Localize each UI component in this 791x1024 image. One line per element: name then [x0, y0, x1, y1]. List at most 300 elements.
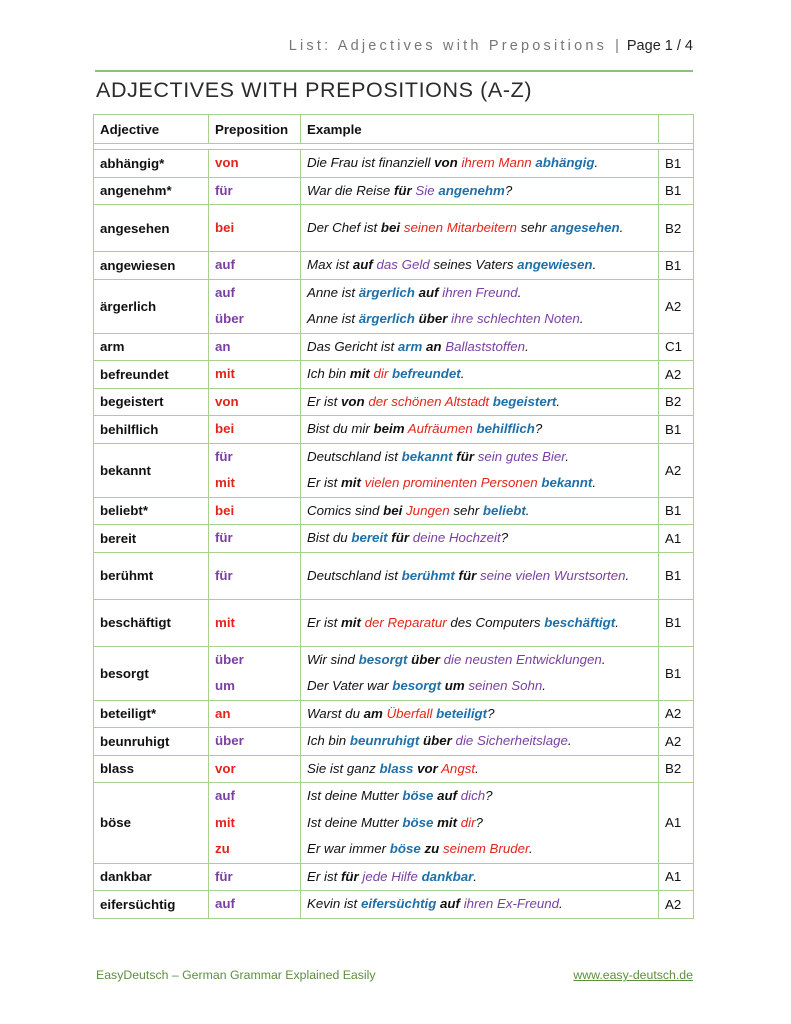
preposition-cell: [209, 700, 301, 728]
table-row: [94, 388, 694, 416]
example-sentence: [307, 810, 652, 837]
example-sentence: [307, 252, 652, 279]
example-preposition: mit: [340, 475, 361, 490]
example-sentence: [307, 178, 652, 205]
example-text: Ich bin: [307, 366, 350, 381]
example-cell: [301, 279, 659, 333]
header-adjective: Adjective: [94, 115, 209, 144]
example-sentence: [307, 498, 652, 525]
example-text: .: [592, 475, 597, 490]
example-text: .: [525, 502, 530, 518]
adjective-cell: behilflich: [94, 416, 209, 444]
example-object: dir: [460, 814, 476, 830]
example-preposition: bei: [383, 502, 403, 518]
example-preposition: bei: [380, 220, 401, 235]
level-cell: A2: [659, 700, 694, 728]
preposition-cell: [209, 443, 301, 497]
example-object: deine Hochzeit: [412, 530, 501, 545]
preposition-cell: [209, 150, 301, 178]
example-text: des Computers: [446, 614, 545, 630]
example-preposition: auf: [437, 788, 458, 803]
example-text: .: [615, 614, 619, 630]
preposition-text: vor: [215, 760, 236, 776]
example-adjective: beunruhigt: [349, 733, 420, 748]
example-text: Max ist: [307, 257, 353, 272]
example-text: Ich bin: [307, 733, 350, 748]
table-row: [94, 863, 694, 891]
example-preposition: an: [426, 338, 442, 354]
example-adjective: bekannt: [541, 475, 593, 490]
level-cell: C1: [659, 333, 694, 361]
example-preposition: von: [434, 155, 458, 170]
preposition-text: für: [215, 567, 233, 583]
example-object: Jungen: [406, 502, 450, 518]
example-cell: [301, 525, 659, 553]
preposition-text: für: [215, 448, 233, 464]
adjective-cell: blass: [94, 755, 209, 783]
preposition-text: für: [215, 868, 233, 884]
preposition-cell: [209, 755, 301, 783]
example-object: der schönen Altstadt: [368, 393, 490, 409]
example-preposition: für: [391, 530, 410, 545]
example-object: Überfall: [386, 705, 433, 721]
example-adjective: böse: [402, 814, 434, 830]
example-sentence: [307, 444, 652, 471]
table-row: [94, 150, 694, 178]
example-text: .: [475, 760, 479, 776]
preposition-cell: [209, 497, 301, 525]
level-cell: B2: [659, 205, 694, 252]
example-text: Deutschland ist: [307, 448, 402, 464]
example-cell: [301, 783, 659, 864]
example-cell: [301, 891, 659, 919]
preposition-cell: [209, 728, 301, 756]
preposition-text: mit: [215, 475, 235, 490]
example-text: Anne ist: [307, 311, 359, 326]
example-preposition: am: [363, 705, 383, 721]
adjective-cell: beteiligt*: [94, 700, 209, 728]
page-header: [289, 38, 693, 54]
level-cell: B1: [659, 646, 694, 700]
example-text: ?: [485, 788, 493, 803]
table-row: [94, 783, 694, 864]
example-text: .: [473, 868, 477, 884]
example-text: Er ist: [307, 868, 341, 884]
preposition-text: über: [215, 651, 244, 667]
example-adjective: eifersüchtig: [360, 896, 437, 911]
example-object: dir: [373, 366, 389, 381]
example-preposition: mit: [340, 614, 361, 630]
header-separator: |: [615, 38, 619, 54]
preposition-text: um: [215, 678, 235, 693]
example-cell: [301, 552, 659, 599]
example-cell: [301, 177, 659, 205]
example-adjective: beschäftigt: [544, 614, 616, 630]
level-cell: A2: [659, 279, 694, 333]
example-sentence: [307, 525, 652, 552]
example-preposition: für: [393, 182, 412, 198]
example-preposition: mit: [437, 814, 458, 830]
example-text: .: [556, 393, 561, 409]
example-text: ?: [504, 182, 513, 198]
example-adjective: ärgerlich: [358, 284, 415, 300]
example-preposition: von: [340, 393, 365, 409]
example-text: .: [592, 257, 597, 272]
example-cell: [301, 416, 659, 444]
example-text: ?: [500, 530, 509, 545]
example-object: ihrem Mann: [461, 155, 532, 170]
example-object: dich: [460, 788, 486, 803]
level-cell: A1: [659, 863, 694, 891]
example-text: Sie ist ganz: [307, 760, 380, 776]
preposition-cell: [209, 525, 301, 553]
example-text: Er war immer: [307, 841, 390, 856]
preposition-text: bei: [215, 220, 235, 235]
example-cell: [301, 755, 659, 783]
example-cell: [301, 497, 659, 525]
table-row: [94, 755, 694, 783]
example-sentence: [307, 673, 652, 700]
example-text: .: [601, 651, 606, 667]
example-text: .: [528, 841, 533, 856]
example-adjective: bekannt: [401, 448, 453, 464]
adjective-cell: beunruhigt: [94, 728, 209, 756]
preposition-text: für: [215, 530, 233, 545]
header-rule: [95, 70, 693, 72]
example-adjective: dankbar: [421, 868, 474, 884]
level-cell: A2: [659, 728, 694, 756]
table-row: [94, 599, 694, 646]
example-cell: [301, 333, 659, 361]
example-cell: [301, 728, 659, 756]
level-cell: A2: [659, 443, 694, 497]
adjective-cell: angenehm*: [94, 177, 209, 205]
example-text: .: [579, 311, 584, 326]
example-text: Bist du: [307, 530, 352, 545]
preposition-cell: [209, 279, 301, 333]
table-row: [94, 552, 694, 599]
example-preposition: über: [418, 311, 448, 326]
example-text: Deutschland ist: [307, 567, 402, 583]
table-row: [94, 728, 694, 756]
table-row: [94, 646, 694, 700]
example-text: .: [567, 733, 572, 748]
example-adjective: angesehen: [550, 220, 620, 235]
example-sentence: [307, 215, 652, 241]
example-cell: [301, 443, 659, 497]
header-preposition: Preposition: [209, 115, 301, 144]
example-adjective: böse: [389, 841, 421, 856]
example-sentence: [307, 306, 652, 333]
example-object: Angst: [441, 760, 476, 776]
example-sentence: [307, 416, 652, 443]
preposition-text: an: [215, 338, 231, 354]
preposition-text: für: [215, 182, 233, 198]
table-row: [94, 416, 694, 444]
adjective-cell: dankbar: [94, 863, 209, 891]
example-adjective: befreundet: [392, 366, 461, 381]
header-example: Example: [301, 115, 659, 144]
example-text: Ist deine Mutter: [307, 814, 403, 830]
example-text: Das Gericht ist: [307, 338, 398, 354]
example-object: ihre schlechten Noten: [451, 311, 580, 326]
level-cell: B1: [659, 252, 694, 280]
example-sentence: [307, 756, 652, 783]
footer-tagline: EasyDeutsch – German Grammar Explained Easily: [96, 968, 376, 982]
example-sentence: [307, 701, 652, 728]
table-row: [94, 279, 694, 333]
preposition-text: von: [215, 393, 239, 409]
example-adjective: beteiligt: [436, 705, 488, 721]
example-text: Der Chef ist: [307, 220, 381, 235]
preposition-text: von: [215, 155, 239, 170]
example-preposition: über: [411, 651, 440, 667]
example-text: .: [625, 567, 630, 583]
preposition-text: auf: [215, 896, 235, 911]
example-text: sehr: [516, 220, 551, 235]
example-adjective: angenehm: [438, 182, 505, 198]
table-row: [94, 177, 694, 205]
preposition-text: mit: [215, 366, 235, 381]
example-object: seine vielen Wurstsorten: [479, 567, 626, 583]
adjective-cell: befreundet: [94, 361, 209, 389]
preposition-text: auf: [215, 284, 235, 300]
example-adjective: böse: [402, 788, 434, 803]
example-text: .: [542, 678, 546, 693]
example-adjective: abhängig: [535, 155, 595, 170]
example-sentence: [307, 647, 652, 674]
adjective-cell: beschäftigt: [94, 599, 209, 646]
example-sentence: [307, 280, 652, 307]
example-text: .: [460, 366, 465, 381]
preposition-text: über: [215, 311, 244, 326]
example-text: .: [559, 896, 563, 911]
preposition-text: auf: [215, 257, 235, 272]
example-sentence: [307, 891, 652, 918]
example-cell: [301, 252, 659, 280]
example-object: seinem Bruder: [442, 841, 529, 856]
example-text: Der Vater war: [307, 678, 393, 693]
preposition-text: mit: [215, 614, 235, 630]
example-sentence: [307, 836, 652, 863]
example-object: der Reparatur: [364, 614, 447, 630]
preposition-cell: [209, 416, 301, 444]
example-text: Die Frau ist finanziell: [307, 155, 435, 170]
example-text: Bist du mir: [307, 421, 374, 436]
example-object: Aufräumen: [407, 421, 473, 436]
preposition-cell: [209, 552, 301, 599]
example-sentence: [307, 728, 652, 755]
table-body: [94, 144, 694, 919]
preposition-cell: [209, 205, 301, 252]
example-adjective: arm: [397, 338, 423, 354]
example-object: die Sicherheitslage: [455, 733, 568, 748]
example-adjective: behilflich: [476, 421, 535, 436]
example-sentence: [307, 783, 652, 810]
example-text: Er ist: [307, 475, 341, 490]
document-list-title: List: Adjectives with Prepositions: [288, 38, 608, 54]
adjective-cell: bereit: [94, 525, 209, 553]
example-preposition: für: [456, 448, 475, 464]
example-preposition: zu: [424, 841, 440, 856]
adjective-cell: bekannt: [94, 443, 209, 497]
example-sentence: [307, 334, 652, 361]
level-cell: B1: [659, 416, 694, 444]
page-title: ADJECTIVES WITH PREPOSITIONS (A-Z): [96, 78, 533, 102]
preposition-text: zu: [215, 841, 230, 856]
preposition-cell: [209, 783, 301, 864]
table-header-row: [94, 115, 694, 144]
table-row: [94, 700, 694, 728]
example-text: Ist deine Mutter: [307, 788, 403, 803]
level-cell: B1: [659, 599, 694, 646]
example-adjective: berühmt: [401, 567, 455, 583]
level-cell: A2: [659, 891, 694, 919]
adjective-cell: arm: [94, 333, 209, 361]
preposition-cell: [209, 333, 301, 361]
adjective-cell: ärgerlich: [94, 279, 209, 333]
table-row: [94, 525, 694, 553]
example-adjective: begeistert: [492, 393, 557, 409]
preposition-text: bei: [215, 421, 235, 436]
example-object: seinen Sohn: [468, 678, 543, 693]
table-row: [94, 497, 694, 525]
example-preposition: für: [458, 567, 477, 583]
level-cell: B1: [659, 177, 694, 205]
preposition-cell: [209, 863, 301, 891]
example-object: Ballaststoffen: [445, 338, 526, 354]
example-text: Warst du: [307, 705, 364, 721]
table-row: [94, 333, 694, 361]
preposition-cell: [209, 646, 301, 700]
example-preposition: auf: [418, 284, 439, 300]
adjective-cell: begeistert: [94, 388, 209, 416]
adjective-cell: böse: [94, 783, 209, 864]
example-text: ?: [475, 814, 483, 830]
example-text: Wir sind: [307, 651, 359, 667]
example-cell: [301, 361, 659, 389]
example-adjective: angewiesen: [517, 257, 593, 272]
example-adjective: ärgerlich: [358, 311, 415, 326]
table-row: [94, 361, 694, 389]
example-cell: [301, 646, 659, 700]
adjective-cell: besorgt: [94, 646, 209, 700]
table-row: [94, 205, 694, 252]
example-preposition: vor: [417, 760, 438, 776]
level-cell: B1: [659, 552, 694, 599]
example-preposition: über: [423, 733, 452, 748]
preposition-cell: [209, 252, 301, 280]
example-text: Comics sind: [307, 502, 384, 518]
example-object: vielen prominenten Personen: [364, 475, 538, 490]
example-sentence: [307, 361, 652, 388]
example-preposition: auf: [440, 896, 460, 911]
adjective-cell: eifersüchtig: [94, 891, 209, 919]
level-cell: B2: [659, 388, 694, 416]
example-preposition: mit: [349, 366, 370, 381]
example-text: .: [517, 284, 522, 300]
adjective-cell: angesehen: [94, 205, 209, 252]
example-object: Sie: [415, 182, 435, 198]
example-text: Er ist: [307, 614, 341, 630]
preposition-cell: [209, 599, 301, 646]
example-text: .: [565, 448, 569, 464]
table-row: [94, 443, 694, 497]
example-text: sehr: [449, 502, 483, 518]
example-text: .: [594, 155, 599, 170]
table-row: [94, 891, 694, 919]
adjective-cell: berühmt: [94, 552, 209, 599]
example-adjective: beliebt: [482, 502, 526, 518]
example-sentence: [307, 610, 652, 636]
example-object: jede Hilfe: [362, 868, 418, 884]
example-object: ihren Ex-Freund: [463, 896, 560, 911]
level-cell: B1: [659, 150, 694, 178]
example-preposition: beim: [373, 421, 405, 436]
level-cell: A2: [659, 361, 694, 389]
header-level: [659, 115, 694, 144]
example-cell: [301, 863, 659, 891]
level-cell: A1: [659, 783, 694, 864]
example-cell: [301, 205, 659, 252]
example-cell: [301, 150, 659, 178]
example-text: ?: [534, 421, 543, 436]
example-sentence: [307, 150, 652, 177]
adjective-cell: abhängig*: [94, 150, 209, 178]
example-text: War die Reise: [307, 182, 394, 198]
example-object: seinen Mitarbeitern: [403, 220, 517, 235]
preposition-text: auf: [215, 788, 235, 803]
example-text: ?: [487, 705, 495, 721]
page-number: Page 1 / 4: [626, 38, 693, 54]
example-preposition: auf: [352, 257, 373, 272]
example-sentence: [307, 470, 652, 497]
example-cell: [301, 599, 659, 646]
example-object: sein gutes Bier: [477, 448, 566, 464]
adjectives-table: [93, 114, 694, 919]
example-text: seines Vaters: [429, 257, 518, 272]
example-text: Er ist: [307, 393, 341, 409]
preposition-cell: [209, 361, 301, 389]
example-text: .: [525, 338, 529, 354]
example-text: Anne ist: [307, 284, 359, 300]
example-text: .: [619, 220, 624, 235]
example-sentence: [307, 864, 652, 891]
adjective-cell: beliebt*: [94, 497, 209, 525]
adjective-cell: angewiesen: [94, 252, 209, 280]
example-adjective: bereit: [351, 530, 388, 545]
example-preposition: um: [444, 678, 465, 693]
preposition-cell: [209, 891, 301, 919]
example-adjective: besorgt: [358, 651, 408, 667]
example-cell: [301, 388, 659, 416]
example-cell: [301, 700, 659, 728]
table-row: [94, 252, 694, 280]
example-text: Kevin ist: [307, 896, 361, 911]
example-object: das Geld: [376, 257, 430, 272]
example-object: ihren Freund: [442, 284, 518, 300]
preposition-text: mit: [215, 814, 235, 830]
example-object: die neusten Entwicklungen: [443, 651, 602, 667]
preposition-text: über: [215, 733, 244, 748]
level-cell: B1: [659, 497, 694, 525]
preposition-cell: [209, 388, 301, 416]
preposition-text: an: [215, 705, 231, 721]
example-adjective: blass: [379, 760, 414, 776]
footer-website-link[interactable]: www.easy-deutsch.de: [573, 968, 693, 982]
example-sentence: [307, 389, 652, 416]
preposition-cell: [209, 177, 301, 205]
